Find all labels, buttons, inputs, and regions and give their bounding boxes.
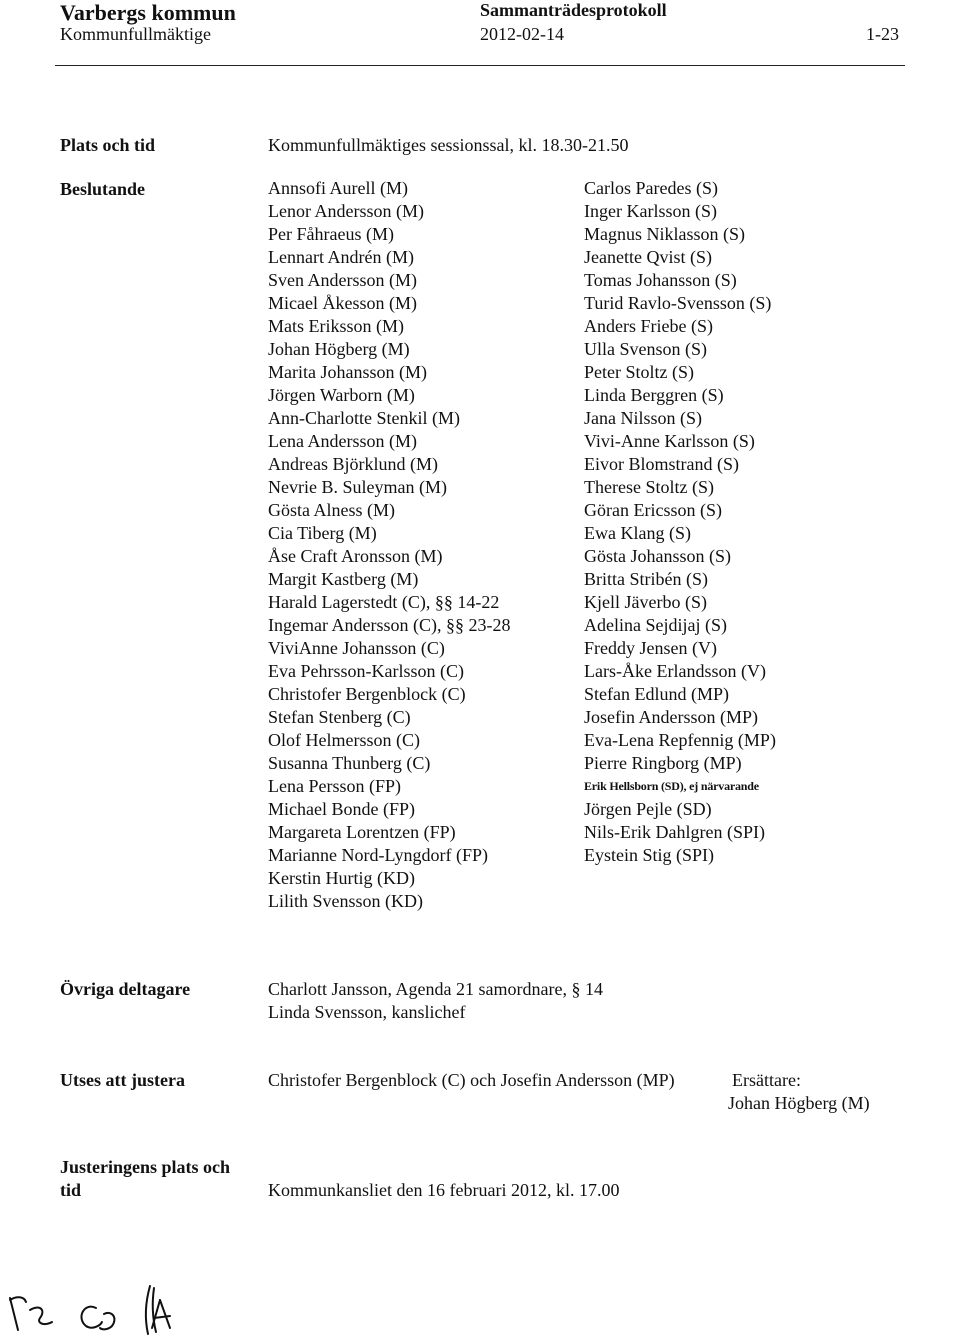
member-entry: Pierre Ringborg (MP) (584, 753, 742, 773)
member-entry: Lena Andersson (M) (268, 431, 417, 451)
member-entry: Lars-Åke Erlandsson (V) (584, 661, 766, 681)
member-entry: Cia Tiberg (M) (268, 523, 377, 543)
member-entry: Erik Hellsborn (SD), ej närvarande (584, 779, 759, 793)
member-entry: Eivor Blomstrand (S) (584, 454, 739, 474)
member-entry: Olof Helmersson (C) (268, 730, 420, 750)
decision-makers-right-column (584, 177, 776, 867)
member-entry: Peter Stoltz (S) (584, 362, 694, 382)
member-entry: Josefin Andersson (MP) (584, 707, 758, 727)
member-entry: Johan Högberg (M) (268, 339, 410, 359)
decision-makers-left-column (268, 177, 510, 913)
other-participants-label: Övriga deltagare (60, 979, 191, 999)
member-entry: Linda Berggren (S) (584, 385, 724, 405)
member-entry: Jörgen Pejle (SD) (584, 799, 712, 819)
document-type: Sammanträdesprotokoll (480, 0, 667, 20)
member-entry: Kerstin Hurtig (KD) (268, 868, 415, 888)
place-time-label: Plats och tid (60, 135, 156, 155)
adjusters-value: Christofer Bergenblock (C) och Josefin Andersson (MP) (268, 1070, 675, 1090)
member-entry: Carlos Paredes (S) (584, 178, 718, 198)
adjustment-place-label-line1: Justeringens plats och (60, 1157, 231, 1177)
member-entry: Lenor Andersson (M) (268, 201, 424, 221)
member-entry: Eystein Stig (SPI) (584, 845, 715, 865)
member-entry: Mats Eriksson (M) (268, 316, 404, 336)
member-entry: Margit Kastberg (M) (268, 569, 419, 589)
member-entry: Gösta Alness (M) (268, 500, 395, 520)
member-entry: Michael Bonde (FP) (268, 799, 415, 819)
member-entry: Eva-Lena Repfennig (MP) (584, 730, 776, 750)
other-participant-line: Linda Svensson, kanslichef (268, 1002, 466, 1022)
member-entry: Micael Åkesson (M) (268, 293, 417, 313)
member-entry: Ingemar Andersson (C), §§ 23-28 (268, 615, 511, 635)
member-entry: Ulla Svenson (S) (584, 339, 707, 359)
other-participant-line: Charlott Jansson, Agenda 21 samordnare, § 14 (268, 979, 603, 999)
adjustment-place-value: Kommunkansliet den 16 februari 2012, kl. 17.00 (268, 1180, 620, 1200)
member-entry: Britta Stribén (S) (584, 569, 708, 589)
member-entry: Turid Ravlo-Svensson (S) (584, 293, 772, 313)
member-entry: Therese Stoltz (S) (584, 477, 714, 497)
header-divider (55, 65, 905, 66)
member-entry: Inger Karlsson (S) (584, 201, 717, 221)
member-entry: Andreas Björklund (M) (268, 454, 438, 474)
member-entry: Per Fåhraeus (M) (268, 224, 394, 244)
adjusters-label: Utses att justera (60, 1070, 185, 1090)
member-entry: Eva Pehrsson-Karlsson (C) (268, 661, 464, 681)
member-entry: Lennart Andrén (M) (268, 247, 414, 267)
member-entry: Harald Lagerstedt (C), §§ 14-22 (268, 592, 500, 612)
member-entry: Kjell Jäverbo (S) (584, 592, 707, 612)
member-entry: ViviAnne Johansson (C) (268, 638, 445, 658)
member-entry: Annsofi Aurell (M) (268, 178, 408, 198)
adjustment-place-label-line2: tid (60, 1180, 82, 1200)
member-entry: Margareta Lorentzen (FP) (268, 822, 456, 842)
member-entry: Åse Craft Aronsson (M) (268, 546, 443, 566)
member-entry: Gösta Johansson (S) (584, 546, 731, 566)
municipality-name: Varbergs kommun (60, 0, 236, 25)
member-entry: Adelina Sejdijaj (S) (584, 615, 727, 635)
page-range: 1-23 (866, 24, 899, 44)
decision-makers-label: Beslutande (60, 179, 146, 199)
member-entry: Göran Ericsson (S) (584, 500, 722, 520)
member-entry: Sven Andersson (M) (268, 270, 417, 290)
member-entry: Magnus Niklasson (S) (584, 224, 745, 244)
meeting-date: 2012-02-14 (480, 24, 564, 44)
member-entry: Jeanette Qvist (S) (584, 247, 712, 267)
member-entry: Susanna Thunberg (C) (268, 753, 431, 773)
place-time-value: Kommunfullmäktiges sessionssal, kl. 18.30-21.50 (268, 135, 629, 155)
member-entry: Marita Johansson (M) (268, 362, 427, 382)
substitute-name: Johan Högberg (M) (728, 1093, 870, 1113)
member-entry: Tomas Johansson (S) (584, 270, 737, 290)
body-name: Kommunfullmäktige (60, 24, 211, 44)
member-entry: Nevrie B. Suleyman (M) (268, 477, 447, 497)
member-entry: Christofer Bergenblock (C) (268, 684, 466, 704)
member-entry: Lena Persson (FP) (268, 776, 401, 796)
member-entry: Vivi-Anne Karlsson (S) (584, 431, 755, 451)
member-entry: Marianne Nord-Lyngdorf (FP) (268, 845, 488, 865)
member-entry: Jana Nilsson (S) (584, 408, 702, 428)
member-entry: Freddy Jensen (V) (584, 638, 717, 658)
member-entry: Jörgen Warborn (M) (268, 385, 415, 405)
member-entry: Nils-Erik Dahlgren (SPI) (584, 822, 765, 842)
member-entry: Anders Friebe (S) (584, 316, 713, 336)
member-entry: Stefan Edlund (MP) (584, 684, 729, 704)
member-entry: Ewa Klang (S) (584, 523, 691, 543)
substitute-label: Ersättare: (732, 1070, 801, 1090)
member-entry: Lilith Svensson (KD) (268, 891, 423, 911)
handwritten-initials (0, 1270, 220, 1338)
member-entry: Stefan Stenberg (C) (268, 707, 411, 727)
member-entry: Ann-Charlotte Stenkil (M) (268, 408, 460, 428)
